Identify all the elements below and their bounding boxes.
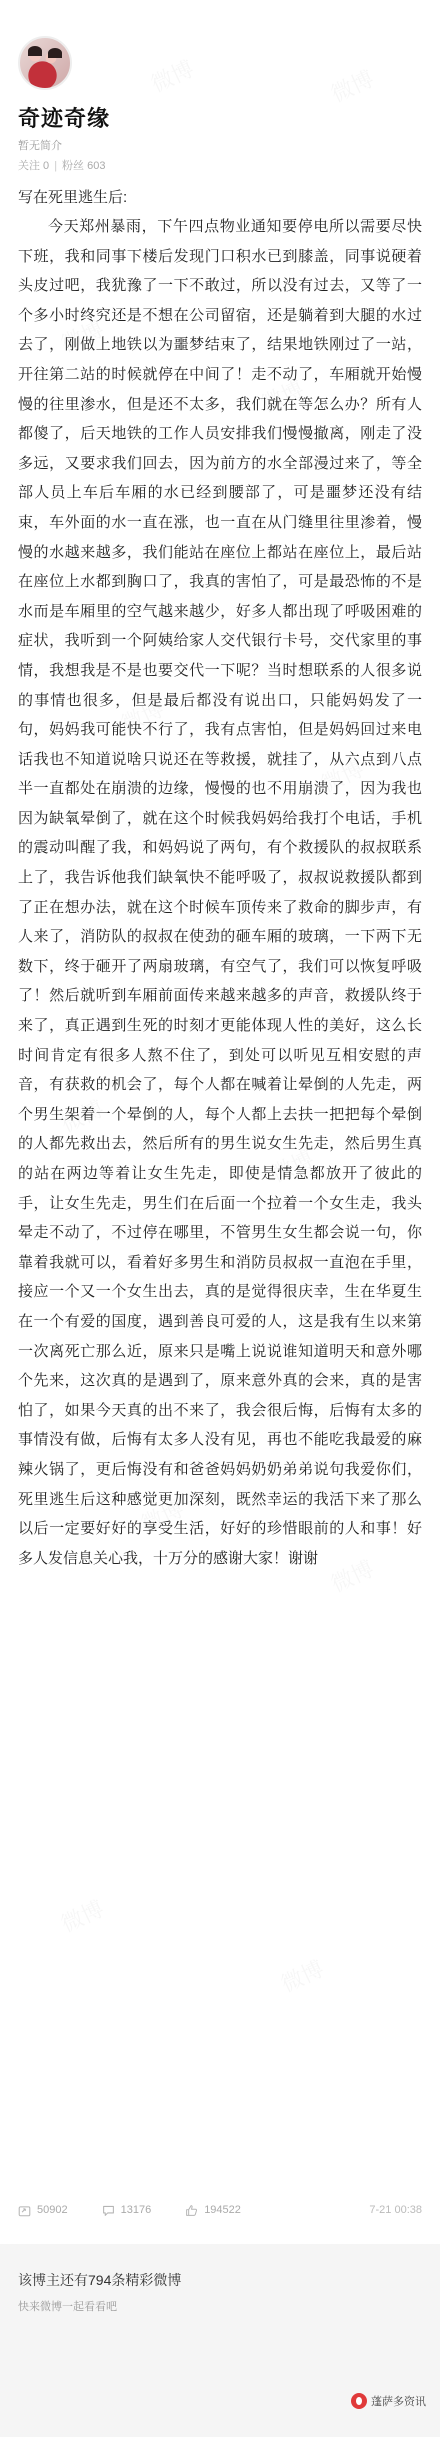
share-count: 50902 (37, 2204, 68, 2216)
stats-divider: | (54, 160, 58, 172)
comment-icon (102, 2204, 115, 2217)
post-content (0, 160, 440, 1573)
share-icon (18, 2204, 31, 2217)
more-posts-banner[interactable] (0, 2244, 440, 2437)
like-button[interactable] (185, 2204, 241, 2217)
post-body: 今天郑州暴雨，下午四点物业通知要停电所以需要尽快下班，我和同事下楼后发现门口积水已到膝盖，同事说硬着头皮过吧，我犹豫了一下不敢过，所以没有过去，又等了一个多小时终究还是不想在公司留宿，还是躺着到大腿的水过去了，刚做上地铁以为噩梦结束了，结果地铁刚过了一站，开往第二站的时候就停在中间了！走不动了，车厢就开始慢慢的往里渗水，但是还不太多，我们就在等怎么办？所有人都傻了，后天地铁的工作人员安排我们慢慢撤离，刚走了没多远，又要求我们回去，因为前方的水全部漫过来了，等全部人员上车后车厢的水已经到腰部了，可是噩梦还没有结束，车外面的水一直在涨，也一直在从门缝里往里渗着，慢慢的水越来越多，我们能站在座位上都站在座位上，最后站在座位上水都到胸口了，我真的害怕了，可是最恐怖的不是水而是车厢里的空气越来越少，好多人都出现了呼吸困难的症状，我听到一个阿姨给家人交代银行卡号，交代家里的事情，我想我是不是也要交代一下呢？当时想联系的人很多说的事情也很多，但是最后都没有说出口，只能妈妈发了一句，妈妈我可能快不行了，我有点害怕，但是妈妈回过来电话我也不知道说啥只说还在等救援，就挂了，从六点到八点半一直都处在崩溃的边缘，慢慢的也不用崩溃了，因为我也因为缺氧晕倒了，就在这个时候我妈妈给我打个电话，手机的震动叫醒了我，和妈妈说了两句，有个救援队的叔叔联系上了，我告诉他我们缺氧快不能呼吸了，叔叔说救援队都到了正在想办法，就在这个时候车顶传来了救命的脚步声，有人来了，消防队的叔叔在使劲的砸车厢的玻璃，一下两下无数下，终于砸开了两扇玻璃，有空气了，我们可以恢复呼吸了！然后就听到车厢前面传来越来越多的声音，救援队终于来了，真正遇到生死的时刻才更能体现人性的美好，这么长时间肯定有很多人熬不住了，到处可以听见互相安慰的声音，有获救的机会了，每个人都在喊着让晕倒的人先走，两个男生架着一个晕倒的人，每个人都上去扶一把把每个晕倒的人都先救出去，然后所有的男生说女生先走，然后男生真的站在两边等着让女生先走，即使是情急都放开了彼此的手，让女生先走，男生们在后面一个拉着一个女生走，我头晕走不动了，不过停在哪里，不管男生女生都会说一句，你靠着我就可以，看着好多男生和消防员叔叔一直泡在手里，接应一个又一个女生出去，真的是觉得很庆幸，生在华夏生在一个有爱的国度，遇到善良可爱的人，这是我有生以来第一次离死亡那么近，原来只是嘴上说说谁知道明天和意外哪个先来，这次真的是遇到了，原来意外真的会来，真的是害怕了，如果今天真的出不来了，我会很后悔，后悔有太多的事情没有做，后悔有太多人没有见，再也不能吃我最爱的麻辣火锅了，更后悔没有和爸爸妈妈奶奶弟弟说句我爱你们，死里逃生后这种感觉更加深刻，既然幸运的我活下来了那么以后一定要好好的享受生活，好好的珍惜眼前的人和事！好多人发信息关心我，十万分的感谢大家！谢谢 (18, 218, 422, 1567)
brand-name: 蓬萨多资讯 (371, 2396, 426, 2408)
thumbs-up-icon (185, 2204, 198, 2217)
more-posts-title[interactable]: 该博主还有794条精彩微博 (18, 2272, 182, 2288)
like-count: 194522 (204, 2204, 241, 2216)
brand-watermark (351, 2393, 426, 2409)
watermark (56, 1892, 109, 1939)
followers-count[interactable]: 粉丝 603 (62, 160, 106, 172)
comment-button[interactable] (102, 2204, 152, 2217)
profile-bio: 暂无简介 (18, 140, 62, 152)
avatar[interactable] (18, 36, 72, 90)
share-button[interactable] (18, 2204, 68, 2217)
more-posts-subtitle: 快来微博一起看看吧 (18, 2301, 117, 2313)
comment-count: 13176 (120, 2204, 152, 2216)
post-timestamp: 7-21 00:38 (369, 2204, 422, 2216)
watermark (276, 1952, 329, 1999)
profile-header (0, 0, 440, 172)
profile-name[interactable]: 奇迹奇缘 (18, 106, 111, 131)
post-heading: 写在死里逃生后: (18, 189, 128, 206)
brand-logo-icon (351, 2393, 367, 2409)
following-count[interactable]: 关注 0 (18, 160, 50, 172)
post-action-bar (0, 2196, 440, 2224)
